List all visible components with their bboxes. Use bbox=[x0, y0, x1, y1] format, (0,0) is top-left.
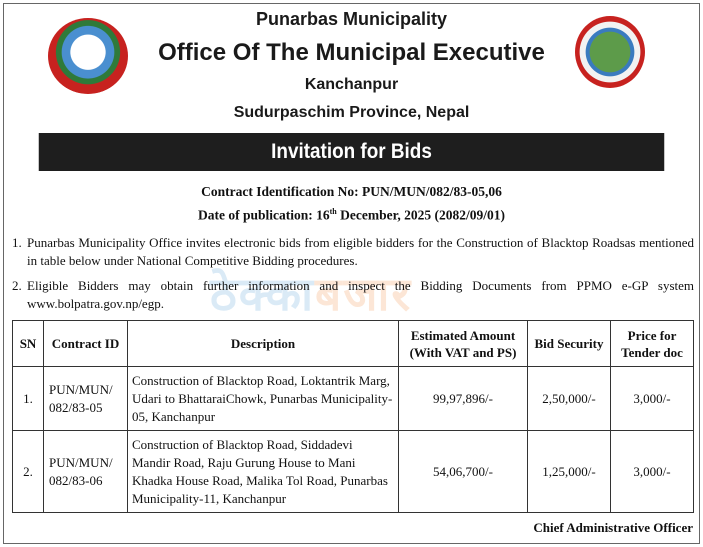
cell-contract-id: PUN/MUN/ 082/83-06 bbox=[44, 431, 128, 513]
cell-estimated-amount: 99,97,896/- bbox=[399, 367, 528, 431]
table-row bbox=[13, 431, 694, 513]
municipality-name: Punarbas Municipality bbox=[255, 9, 448, 29]
cell-bid-security: 1,25,000/- bbox=[528, 431, 611, 513]
table-row bbox=[13, 367, 694, 431]
header-contract-id: Contract ID bbox=[44, 321, 128, 367]
cell-price: 3,000/- bbox=[611, 367, 694, 431]
signature-title: Chief Administrative Officer bbox=[533, 520, 693, 535]
header-sn: SN bbox=[13, 321, 44, 367]
district: Kanchanpur bbox=[304, 76, 399, 93]
paragraph-1: 1. Punarbas Municipality Office invites electronic bids from eligible bidders for the Construction of Blacktop Roadsas mentioned in table below under National Competitive Bidding procedures. bbox=[12, 235, 694, 268]
header-bid-security: Bid Security bbox=[528, 321, 611, 367]
cell-contract-id: PUN/MUN/ 082/83-05 bbox=[44, 367, 128, 431]
cell-price: 3,000/- bbox=[611, 431, 694, 513]
watermark: ठेक्काबजार bbox=[210, 267, 413, 321]
publication-date: Date of publication: 16th December, 2025 (2082/09/01) bbox=[198, 207, 505, 223]
cell-description: Construction of Blacktop Road, Loktantrik Marg, Udari to BhattaraiChowk, Punarbas Municipality-05, Kanchanpur bbox=[128, 367, 399, 431]
contract-identification: Contract Identification No: PUN/MUN/082/83-05,06 bbox=[201, 184, 502, 199]
office-name: Office Of The Municipal Executive bbox=[158, 39, 545, 66]
cell-sn: 1. bbox=[13, 367, 44, 431]
cell-sn: 2. bbox=[13, 431, 44, 513]
bids-table bbox=[12, 320, 694, 513]
paragraph-2: 2. Eligible Bidders may obtain further information and inspect the Bidding Documents from PPMO e-GP system www.bolpatra.gov.np/egp. bbox=[12, 278, 694, 311]
invitation-banner: Invitation for Bids bbox=[39, 133, 665, 171]
header-description: Description bbox=[128, 321, 399, 367]
cell-bid-security: 2,50,000/- bbox=[528, 367, 611, 431]
province: Sudurpaschim Province, Nepal bbox=[233, 104, 470, 121]
table-header-row bbox=[13, 321, 694, 367]
header-estimated-amount: Estimated Amount (With VAT and PS) bbox=[399, 321, 528, 367]
cell-estimated-amount: 54,06,700/- bbox=[399, 431, 528, 513]
header-price-tender-doc: Price for Tender doc bbox=[611, 321, 694, 367]
cell-description: Construction of Blacktop Road, Siddadevi Mandir Road, Raju Gurung House to Mani Khadka House Road, Malika Tol Road, Punarbas Municipality-11, Kanchanpur bbox=[128, 431, 399, 513]
